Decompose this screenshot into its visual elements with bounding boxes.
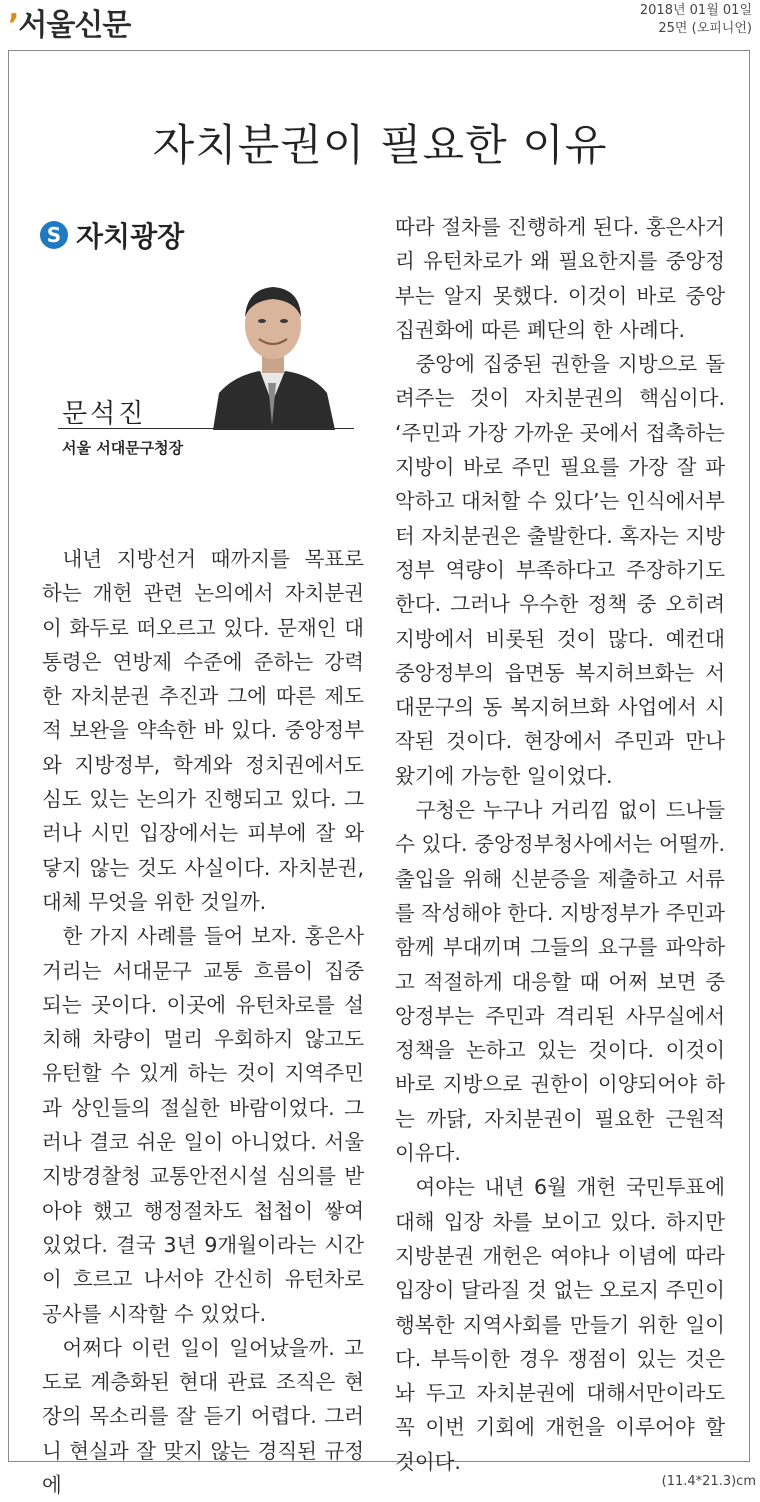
paragraph: 한 가지 사례를 들어 보자. 홍은사거리는 서대문구 교통 흐름이 집중되는 곳이다. 이곳에 유턴차로를 설치해 차량이 멀리 우회하지 않고도 유턴할 수 있게 하는 것이 지역주민과 상인들의 절실한 바람이었다. 그러나 결코 쉬운 일이 아니었다. 서울지방경찰청 교통안전시설 심의를 받아야 했고 행정절차도 첩첩이 쌓여 있었다. 결국 3년 9개월이라는 시간이 흐르고 나서야 간신히 유턴차로 공사를 시작할 수 있었다. [42, 924, 364, 1326]
page-section: 25면 (오피니언) [658, 21, 752, 36]
body-column-left [42, 542, 364, 1502]
body-column-right [395, 210, 725, 1479]
seoul-shinmun-logo-icon: S [40, 221, 68, 249]
paragraph: 따라 절차를 진행하게 된다. 홍은사거리 유턴차로가 왜 필요한지를 중앙정부는 알지 못했다. 이것이 바로 중앙집권화에 따른 폐단의 한 사례다. [395, 215, 725, 342]
paragraph: 어쩌다 이런 일이 일어났을까. 고도로 계층화된 현대 관료 조직은 현장의 목소리를 잘 듣기 어렵다. 그러니 현실과 잘 맞지 않는 경직된 규정에 [42, 1335, 364, 1498]
paragraph: 중앙에 집중된 권한을 지방으로 돌려주는 것이 자치분권의 핵심이다. ‘주민과 가장 가까운 곳에서 접촉하는 지방이 바로 주민 필요를 가장 잘 파악하고 대처할 수 있다’는 인식에서부터 자치분권은 출발한다. 혹자는 지방정부 역량이 부족하다고 주장하기도 한다. 그러나 우수한 정책 중 오히려 지방에서 비롯된 것이 많다. 예컨대 중앙정부의 읍면동 복지허브화는 서대문구의 동 복지허브화 사업에서 시작된 것이다. 현장에서 주민과 만나 왔기에 가능한 일이었다. [395, 352, 725, 788]
section-title: 자치광장 [76, 220, 185, 253]
byline-divider [58, 428, 354, 429]
paragraph: 여야는 내년 6월 개헌 국민투표에 대해 입장 차를 보이고 있다. 하지만 지방분권 개헌은 여야나 이념에 따라 입장이 달라질 것 없는 오로지 주민이 행복한 지역사회를 만들기 위한 일이다. 부득이한 경우 쟁점이 있는 것은 놔 두고 자치분권에 대해서만이라도 꼭 이번 기회에 개헌을 이루어야 할 것이다. [395, 1175, 725, 1474]
author-role: 서울 서대문구청장 [62, 439, 184, 457]
dateline [640, 2, 752, 38]
publication-date: 2018년 01월 01일 [639, 3, 752, 18]
paragraph: 구청은 누구나 거리낌 없이 드나들 수 있다. 중앙정부청사에서는 어떨까. 출입을 위해 신분증을 제출하고 서류를 작성해야 한다. 지방정부가 주민과 함께 부대끼며 그들의 요구를 파악하고 적절하게 대응할 때 어쩌 보면 중앙정부는 주민과 격리된 사무실에서 정책을 논하고 있는 것이다. 이것이 바로 지방으로 권한이 이양되어야 하는 까닭, 자치분권이 필요한 근원적 이유다. [395, 798, 725, 1166]
article-size-note: (11.4*21.3)cm [661, 1474, 756, 1489]
headline: 자치분권이 필요한 이유 [152, 121, 608, 171]
author-photo [205, 275, 340, 430]
paragraph: 내년 지방선거 때까지를 목표로 하는 개헌 관련 논의에서 자치분권이 화두로 떠오르고 있다. 문재인 대통령은 연방제 수준에 준하는 강력한 자치분권 추진과 그에 따른 제도적 보완을 약속한 바 있다. 중앙정부와 지방정부, 학계와 정치권에서도 심도 있는 논의가 진행되고 있다. 그러나 시민 입장에서는 피부에 잘 와 닿지 않는 것도 사실이다. 자치분권, 대체 무엇을 위한 것일까. [42, 547, 364, 914]
masthead-logo: ’서울신문 [8, 8, 131, 43]
author-name: 문석진 [62, 399, 147, 429]
section-label [40, 215, 184, 255]
